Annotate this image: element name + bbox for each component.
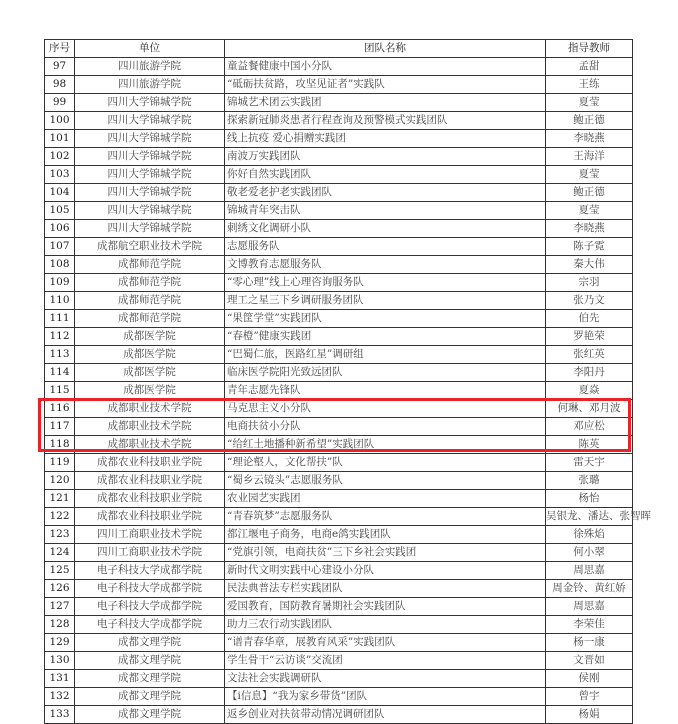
row-unit: 成都农业科技职业学院: [75, 508, 225, 526]
row-index: 126: [45, 580, 75, 598]
row-unit: 成都农业科技职业学院: [75, 454, 225, 472]
row-team-name: 助力三农行动实践团队: [225, 616, 546, 634]
table-body: [45, 58, 651, 724]
row-index: 130: [45, 652, 75, 670]
row-index: 105: [45, 202, 75, 220]
row-index: 115: [45, 382, 75, 400]
row-unit: 成都农业科技职业学院: [75, 490, 225, 508]
row-index: 106: [45, 220, 75, 238]
row-team-name: “蜀乡云镜头”志愿服务队: [225, 472, 546, 490]
row-index: 117: [45, 418, 75, 436]
row-unit: 成都文理学院: [75, 706, 225, 724]
row-index: 109: [45, 274, 75, 292]
row-team-name: 南波万实践团队: [225, 148, 546, 166]
row-team-name: 返乡创业对扶贫带动情况调研团队: [225, 706, 546, 724]
row-unit: 成都医学院: [75, 346, 225, 364]
row-team-name: 新时代文明实践中心建设小分队: [225, 562, 546, 580]
table-row: [45, 490, 633, 508]
table-row: [45, 310, 633, 328]
row-unit: 成都职业技术学院: [75, 400, 225, 418]
row-index: 104: [45, 184, 75, 202]
row-unit: 成都师范学院: [75, 274, 225, 292]
table-row: [45, 292, 633, 310]
row-team-name: 文法社会实践调研队: [225, 670, 546, 688]
row-index: 123: [45, 526, 75, 544]
table-row: [45, 634, 633, 652]
row-advisor: 曾宇: [546, 688, 633, 706]
row-advisor: 杨怡: [546, 490, 633, 508]
row-index: 128: [45, 616, 75, 634]
row-unit: 成都农业科技职业学院: [75, 472, 225, 490]
row-team-name: “巴蜀仁旅，医路红星”调研组: [225, 346, 546, 364]
row-index: 132: [45, 688, 75, 706]
row-team-name: 探索新冠肺炎患者行程查询及预警模式实践团队: [225, 112, 546, 130]
row-unit: 成都医学院: [75, 382, 225, 400]
row-advisor: 李晓燕: [546, 130, 633, 148]
row-advisor: 鲍正德: [546, 112, 633, 130]
row-advisor: 吴银龙、潘达、张智晖: [546, 508, 633, 526]
row-index: 110: [45, 292, 75, 310]
row-team-name: 学生骨干“云访谈”交流团: [225, 652, 546, 670]
table-row: [45, 76, 633, 94]
row-advisor: 张乃文: [546, 292, 633, 310]
row-index: 131: [45, 670, 75, 688]
row-team-name: 文博教育志愿服务队: [225, 256, 546, 274]
table-row: [45, 202, 633, 220]
row-unit: 成都医学院: [75, 328, 225, 346]
row-index: 100: [45, 112, 75, 130]
table-row: [45, 706, 633, 724]
row-team-name: 民法典普法专栏实践团队: [225, 580, 546, 598]
row-team-name: 都江堰电子商务，电商e鸽实践团队: [225, 526, 546, 544]
row-index: 107: [45, 238, 75, 256]
row-team-name: 农业园艺实践团: [225, 490, 546, 508]
row-team-name: 青年志愿先锋队: [225, 382, 546, 400]
row-index: 112: [45, 328, 75, 346]
table-row: [45, 274, 633, 292]
row-team-name: 马克思主义小分队: [225, 400, 546, 418]
table-row: [45, 508, 633, 526]
row-unit: 四川大学锦城学院: [75, 202, 225, 220]
table-row: [45, 130, 633, 148]
row-index: 133: [45, 706, 75, 724]
row-index: 118: [45, 436, 75, 454]
table-row: [45, 166, 633, 184]
row-advisor: 孟甜: [546, 58, 633, 76]
row-advisor: 周思嘉: [546, 562, 633, 580]
row-advisor: 何琳、邓月波: [546, 400, 633, 418]
row-advisor: 夏莹: [546, 94, 633, 112]
row-unit: 四川大学锦城学院: [75, 130, 225, 148]
table-row: [45, 616, 633, 634]
row-team-name: 【i信息】“我为家乡带货”团队: [225, 688, 546, 706]
row-team-name: 锦城艺术团云实践团: [225, 94, 546, 112]
row-index: 114: [45, 364, 75, 382]
table-row: [45, 346, 633, 364]
row-unit: 四川大学锦城学院: [75, 148, 225, 166]
row-team-name: 你好自然实践团队: [225, 166, 546, 184]
row-index: 127: [45, 598, 75, 616]
table-row: [45, 688, 633, 706]
table-row: [45, 418, 633, 436]
row-advisor: 王海洋: [546, 148, 633, 166]
table-row: [45, 364, 633, 382]
table-row: [45, 58, 633, 76]
row-team-name: “春橙”健康实践团: [225, 328, 546, 346]
row-advisor: 王练: [546, 76, 633, 94]
row-advisor: 陈英: [546, 436, 633, 454]
row-advisor: 雷天宇: [546, 454, 633, 472]
row-index: 119: [45, 454, 75, 472]
row-index: 124: [45, 544, 75, 562]
row-unit: 成都职业技术学院: [75, 436, 225, 454]
row-team-name: “零心理”线上心理咨询服务队: [225, 274, 546, 292]
row-advisor: 夏莹: [546, 166, 633, 184]
row-team-name: 童益餐健康中国小分队: [225, 58, 546, 76]
row-unit: 成都文理学院: [75, 670, 225, 688]
row-team-name: 爱国教育，国防教育暑期社会实践团队: [225, 598, 546, 616]
row-advisor: 陈子霓: [546, 238, 633, 256]
row-index: 129: [45, 634, 75, 652]
row-advisor: 伯先: [546, 310, 633, 328]
row-advisor: 杨娟: [546, 706, 633, 724]
table-row: [45, 472, 633, 490]
row-team-name: 刺绣文化调研小队: [225, 220, 546, 238]
team-list-table: [44, 39, 651, 724]
row-unit: 四川大学锦城学院: [75, 112, 225, 130]
row-index: 122: [45, 508, 75, 526]
row-advisor: 侯刚: [546, 670, 633, 688]
row-unit: 四川旅游学院: [75, 76, 225, 94]
row-advisor: 杨一康: [546, 634, 633, 652]
row-unit: 成都师范学院: [75, 292, 225, 310]
row-team-name: “谱青春华章，展教育风采”实践团队: [225, 634, 546, 652]
row-team-name: “党旗引领，电商扶贫”三下乡社会实践团: [225, 544, 546, 562]
row-unit: 四川旅游学院: [75, 58, 225, 76]
row-advisor: 周思嘉: [546, 598, 633, 616]
row-advisor: 夏焱: [546, 382, 633, 400]
table-row: [45, 184, 633, 202]
row-unit: 四川工商职业技术学院: [75, 544, 225, 562]
row-unit: 成都文理学院: [75, 652, 225, 670]
row-team-name: “给红土地播种新希望”实践团队: [225, 436, 546, 454]
table-row: [45, 238, 633, 256]
table-row: [45, 670, 633, 688]
row-advisor: 张璐: [546, 472, 633, 490]
row-team-name: “理论壑人，文化帮扶”队: [225, 454, 546, 472]
table-row: [45, 562, 633, 580]
row-index: 97: [45, 58, 75, 76]
row-unit: 成都文理学院: [75, 688, 225, 706]
document-table-wrapper: [44, 39, 651, 724]
row-unit: 成都航空职业技术学院: [75, 238, 225, 256]
row-team-name: 临床医学院阳光致远团队: [225, 364, 546, 382]
row-advisor: 张红英: [546, 346, 633, 364]
row-index: 111: [45, 310, 75, 328]
row-unit: 成都医学院: [75, 364, 225, 382]
header-team-name: 团队名称: [225, 40, 546, 58]
row-team-name: “砥砺扶贫路，攻坚见证者”实践队: [225, 76, 546, 94]
row-advisor: 李荣佳: [546, 616, 633, 634]
table-row: [45, 544, 633, 562]
row-advisor: 李阳丹: [546, 364, 633, 382]
row-team-name: 志愿服务队: [225, 238, 546, 256]
row-unit: 四川工商职业技术学院: [75, 526, 225, 544]
table-row: [45, 94, 633, 112]
header-unit: 单位: [75, 40, 225, 58]
row-team-name: 电商扶贫小分队: [225, 418, 546, 436]
row-advisor: 宗羽: [546, 274, 633, 292]
row-advisor: 徐殊焰: [546, 526, 633, 544]
row-index: 108: [45, 256, 75, 274]
row-unit: 电子科技大学成都学院: [75, 580, 225, 598]
table-header-row: [45, 40, 633, 58]
row-unit: 四川大学锦城学院: [75, 94, 225, 112]
row-advisor: 邓应松: [546, 418, 633, 436]
table-row: [45, 256, 633, 274]
row-unit: 四川大学锦城学院: [75, 166, 225, 184]
row-advisor: 鲍正德: [546, 184, 633, 202]
header-index: 序号: [45, 40, 75, 58]
row-unit: 成都文理学院: [75, 634, 225, 652]
table-row: [45, 580, 633, 598]
table-row: [45, 436, 633, 454]
row-team-name: 线上抗疫 爱心捐赠实践团: [225, 130, 546, 148]
row-unit: 电子科技大学成都学院: [75, 562, 225, 580]
table-row: [45, 220, 633, 238]
table-row: [45, 652, 633, 670]
row-index: 113: [45, 346, 75, 364]
table-row: [45, 526, 633, 544]
row-advisor: 何小翠: [546, 544, 633, 562]
row-advisor: 文晋如: [546, 652, 633, 670]
row-unit: 成都师范学院: [75, 256, 225, 274]
row-index: 120: [45, 472, 75, 490]
row-advisor: 李晓燕: [546, 220, 633, 238]
row-team-name: “青春筑梦”志愿服务队: [225, 508, 546, 526]
row-team-name: 敬老爱老护老实践团队: [225, 184, 546, 202]
row-index: 103: [45, 166, 75, 184]
row-index: 125: [45, 562, 75, 580]
row-team-name: 锦城青年突击队: [225, 202, 546, 220]
row-index: 121: [45, 490, 75, 508]
table-row: [45, 598, 633, 616]
row-index: 101: [45, 130, 75, 148]
row-advisor: 秦大伟: [546, 256, 633, 274]
row-unit: 成都师范学院: [75, 310, 225, 328]
row-advisor: 周金铃、黄红娇: [546, 580, 633, 598]
row-advisor: 夏莹: [546, 202, 633, 220]
row-index: 102: [45, 148, 75, 166]
row-unit: 电子科技大学成都学院: [75, 598, 225, 616]
header-advisor: 指导教师: [546, 40, 633, 58]
row-unit: 电子科技大学成都学院: [75, 616, 225, 634]
row-team-name: 理工之星三下乡调研服务团队: [225, 292, 546, 310]
table-row: [45, 328, 633, 346]
row-unit: 四川大学锦城学院: [75, 220, 225, 238]
row-index: 98: [45, 76, 75, 94]
table-row: [45, 454, 633, 472]
table-row: [45, 400, 633, 418]
row-unit: 四川大学锦城学院: [75, 184, 225, 202]
row-index: 116: [45, 400, 75, 418]
row-advisor: 罗艳荣: [546, 328, 633, 346]
table-row: [45, 148, 633, 166]
row-unit: 成都职业技术学院: [75, 418, 225, 436]
row-index: 99: [45, 94, 75, 112]
table-row: [45, 112, 633, 130]
row-team-name: “果筐学堂”实践团队: [225, 310, 546, 328]
table-row: [45, 382, 633, 400]
